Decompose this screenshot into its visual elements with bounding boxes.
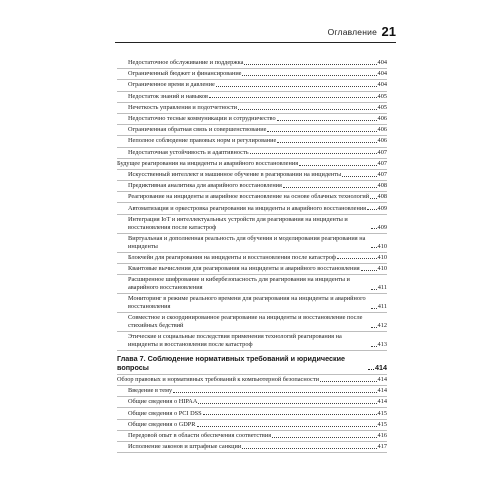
toc-entry-page: 414 — [377, 387, 387, 395]
toc-entry[interactable] — [117, 215, 387, 234]
toc-entry-page: 410 — [377, 264, 387, 272]
toc-chapter-entry[interactable] — [117, 352, 387, 375]
toc-entry-title: Недостаточная устойчивость и адаптивность — [128, 148, 249, 156]
dot-leader — [371, 289, 377, 290]
dot-leader — [371, 346, 377, 347]
toc-entry-title: Мониторинг в режиме реального времени для реагирования на инциденты и аварийного восстановления — [128, 295, 366, 310]
toc-entry-title: Будущее реагирования на инциденты и аварийного восстановления — [117, 159, 299, 167]
toc-entry-title: Этические и социальные последствия применения технологий реагирования на инциденты и восстановления после катастроф — [128, 333, 342, 348]
toc-entry-page: 406 — [377, 137, 387, 145]
toc-entry[interactable] — [117, 420, 387, 431]
toc-entry-title: Ограниченная обратная связь и совершенствование — [128, 126, 267, 134]
dot-leader — [337, 258, 377, 259]
dot-leader — [370, 198, 376, 199]
toc-entry[interactable] — [117, 136, 387, 147]
toc-entry-page: 417 — [377, 443, 387, 451]
toc-entry[interactable] — [117, 159, 387, 170]
dot-leader — [277, 120, 377, 121]
toc-entry[interactable] — [117, 203, 387, 214]
dot-leader — [209, 97, 377, 98]
dot-leader — [173, 392, 376, 393]
toc-entry[interactable] — [117, 408, 387, 419]
toc-entry-page: 416 — [377, 431, 387, 439]
toc-entry-page: 407 — [377, 159, 387, 167]
dot-leader — [371, 327, 377, 328]
toc-entry[interactable] — [117, 170, 387, 181]
toc-entry-title: Расширенное шифрование и кибербезопасность для реагирования на инциденты и аварийного восстановления — [128, 276, 350, 291]
toc-entry[interactable] — [117, 80, 387, 91]
toc-entry-page: 408 — [377, 182, 387, 190]
toc-entry-page: 412 — [377, 321, 387, 329]
dot-leader — [283, 187, 377, 188]
toc-entry[interactable] — [117, 92, 387, 103]
toc-entry-page: 409 — [377, 204, 387, 212]
toc-entry-title: Исполнение законов и штрафные санкции — [128, 443, 242, 451]
toc-entry-page: 414 — [377, 376, 387, 383]
toc-entry-page: 404 — [377, 70, 387, 78]
toc-entry[interactable] — [117, 313, 387, 332]
toc-entry-page: 406 — [377, 115, 387, 123]
dot-leader — [203, 414, 377, 415]
toc-entry[interactable] — [117, 125, 387, 136]
toc-entry[interactable] — [117, 275, 387, 294]
toc-entry[interactable] — [117, 264, 387, 275]
running-title: Оглавление — [327, 27, 377, 37]
header-rule — [115, 42, 396, 43]
toc-entry-page: 409 — [377, 223, 387, 231]
dot-leader — [277, 142, 376, 143]
dot-leader — [242, 75, 376, 76]
toc-entry-page: 407 — [377, 148, 387, 156]
dot-leader — [250, 153, 377, 154]
page-header — [0, 22, 500, 42]
toc-entry[interactable] — [117, 103, 387, 114]
dot-leader — [371, 308, 377, 309]
toc-entry[interactable] — [117, 253, 387, 264]
toc-entry-title: Нечеткость управления и подотчетности — [128, 103, 238, 111]
toc-entry[interactable] — [117, 332, 387, 351]
toc-entry-title: Ограниченный бюджет и финансирование — [128, 70, 242, 78]
toc-entry-title: Недостаточно тесные коммуникации и сотрудничество — [128, 115, 276, 123]
toc-entry-title: Недостаток знаний и навыков — [128, 92, 208, 100]
toc-entry-title: Квантовые вычисления для реагирования на инциденты и аварийного восстановления — [128, 264, 360, 272]
dot-leader — [320, 381, 377, 382]
toc-entry-page: 410 — [377, 253, 387, 261]
toc-entry-title: Обзор правовых и нормативных требований к компьютерной безопасности — [117, 376, 319, 383]
toc-entry-page: 404 — [377, 81, 387, 89]
toc-entry[interactable] — [117, 114, 387, 125]
toc-entry-title: Общие сведения о PCI DSS — [128, 409, 202, 417]
toc-entry-title: Искусственный интеллект и машинное обучение в реагировании на инциденты — [128, 170, 342, 178]
toc-entry-page: 410 — [377, 242, 387, 250]
toc-entry-title: Недостаточное обслуживание и поддержка — [128, 59, 244, 67]
toc-entry[interactable] — [117, 148, 387, 159]
toc-entry[interactable] — [117, 58, 387, 69]
dot-leader — [368, 369, 374, 370]
toc-entry[interactable] — [117, 294, 387, 313]
toc-entry-title: Глава 7. Соблюдение нормативных требований и юридические вопросы — [117, 353, 345, 372]
toc-entry[interactable] — [117, 181, 387, 192]
dot-leader — [244, 64, 376, 65]
toc-entry[interactable] — [117, 386, 387, 397]
toc-entry[interactable] — [117, 69, 387, 80]
toc-entry-title: Блокчейн для реагирования на инциденты и восстановления после катастроф — [128, 253, 336, 261]
toc-entry-title: Передовой опыт в области обеспечения соответствия — [128, 431, 272, 439]
toc-entry-title: Совместное и скоординированное реагирование на инциденты и восстановление после стихийных бедствий — [128, 314, 363, 329]
toc-entry-page: 413 — [377, 340, 387, 348]
toc-entry-title: Общие сведения о HIPAA — [128, 398, 198, 406]
toc-entry-page: 404 — [377, 59, 387, 67]
dot-leader — [242, 448, 376, 449]
toc-entry[interactable] — [117, 192, 387, 203]
toc-entry-page: 405 — [377, 103, 387, 111]
toc-entry-page: 414 — [375, 362, 387, 372]
dot-leader — [197, 426, 377, 427]
dot-leader — [299, 165, 376, 166]
toc-entry-page: 406 — [377, 126, 387, 134]
toc-entry-page: 407 — [377, 170, 387, 178]
table-of-contents — [117, 58, 387, 453]
toc-entry-page: 414 — [377, 398, 387, 406]
toc-entry-page: 415 — [377, 420, 387, 428]
toc-entry-title: Введение в тему — [128, 387, 173, 395]
dot-leader — [342, 176, 376, 177]
toc-entry-title: Реагирование на инциденты и аварийное восстановление на основе облачных технологий — [128, 193, 370, 201]
toc-entry-page: 411 — [377, 283, 387, 291]
dot-leader — [267, 131, 376, 132]
toc-entry-title: Ограниченное время и давление — [128, 81, 215, 89]
dot-leader — [367, 209, 376, 210]
toc-entry[interactable] — [117, 375, 387, 386]
dot-leader — [371, 228, 377, 229]
toc-entry[interactable] — [117, 397, 387, 408]
toc-entry-page: 411 — [377, 302, 387, 310]
dot-leader — [371, 247, 377, 248]
toc-entry-page: 405 — [377, 92, 387, 100]
toc-entry-title: Предиктивная аналитика для аварийного восстановления — [128, 182, 282, 190]
dot-leader — [198, 403, 376, 404]
dot-leader — [361, 270, 377, 271]
dot-leader — [272, 437, 376, 438]
dot-leader — [238, 109, 377, 110]
toc-entry[interactable] — [117, 234, 387, 253]
dot-leader — [216, 86, 377, 87]
toc-entry-title: Общие сведения о GDPR — [128, 420, 196, 428]
page-number: 21 — [381, 24, 396, 39]
toc-entry-title: Неполное соблюдение правовых норм и регулирование — [128, 137, 277, 145]
toc-entry-title: Виртуальная и дополненная реальность для обучения и моделирования реагирования на инциденты — [128, 234, 366, 250]
toc-entry-title: Интеграция IoT и интеллектуальных устройств для реагирования на инциденты и восстановления после катастроф — [128, 215, 348, 231]
toc-entry[interactable] — [117, 442, 387, 453]
toc-entry-title: Автоматизация и оркестровка реагирования на инциденты и аварийного восстановления — [128, 204, 367, 212]
toc-entry-page: 415 — [377, 409, 387, 417]
toc-entry-page: 408 — [377, 193, 387, 201]
toc-entry[interactable] — [117, 431, 387, 442]
